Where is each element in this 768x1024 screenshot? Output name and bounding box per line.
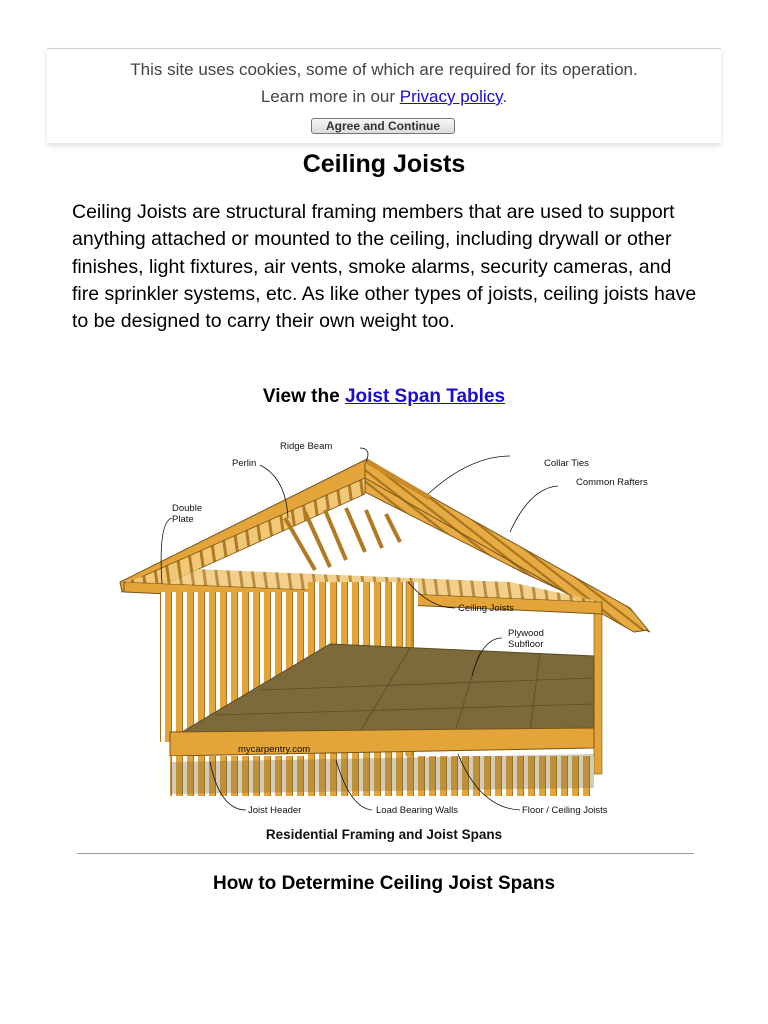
joist-span-tables-link[interactable]: Joist Span Tables <box>344 386 506 407</box>
section-divider <box>77 853 694 854</box>
learn-more-suffix: . <box>502 87 508 106</box>
label-double-plate-1: Double <box>172 503 203 514</box>
label-double-plate-2: Plate <box>172 514 194 525</box>
label-floor-ceiling-joists: Floor / Ceiling Joists <box>522 805 608 816</box>
section-title: How to Determine Ceiling Joist Spans <box>212 873 556 894</box>
view-span-tables-line <box>0 386 768 408</box>
agree-and-continue-button[interactable]: Agree and Continue <box>311 118 455 134</box>
label-collar-ties: Collar Ties <box>544 458 589 469</box>
privacy-policy-link[interactable]: Privacy policy <box>399 87 503 106</box>
label-ceiling-joists: Ceiling Joists <box>458 603 514 614</box>
label-plywood-2: Subfloor <box>508 639 544 650</box>
label-ridge-beam: Ridge Beam <box>280 441 333 452</box>
label-watermark: mycarpentry.com <box>238 744 311 755</box>
cookie-learn-more <box>47 87 721 107</box>
framing-diagram-image <box>110 432 660 826</box>
label-perlin: Perlin <box>232 458 257 469</box>
page-title: Ceiling Joists <box>302 150 466 178</box>
label-load-bearing-walls: Load Bearing Walls <box>376 805 459 816</box>
label-joist-header: Joist Header <box>248 805 302 816</box>
label-plywood-1: Plywood <box>508 628 544 639</box>
cookie-message: This site uses cookies, some of which are required for its operation. <box>130 60 638 79</box>
view-prefix: View the <box>262 386 345 407</box>
learn-more-text: Learn more in our <box>260 87 400 106</box>
joist-header <box>170 728 594 756</box>
label-common-rafters: Common Rafters <box>576 477 648 488</box>
intro-paragraph: Ceiling Joists are structural framing members that are used to support anything attached or mounted to the ceiling, including drywall or other finishes, light fixtures, air vents, smoke alarms, security cameras, and fire sprinkler systems, etc. As like other types of joists, ceiling joists have to be designed to carry their own weight too. <box>72 201 697 333</box>
figure-caption: Residential Framing and Joist Spans <box>265 827 503 842</box>
cookie-banner <box>47 48 721 143</box>
